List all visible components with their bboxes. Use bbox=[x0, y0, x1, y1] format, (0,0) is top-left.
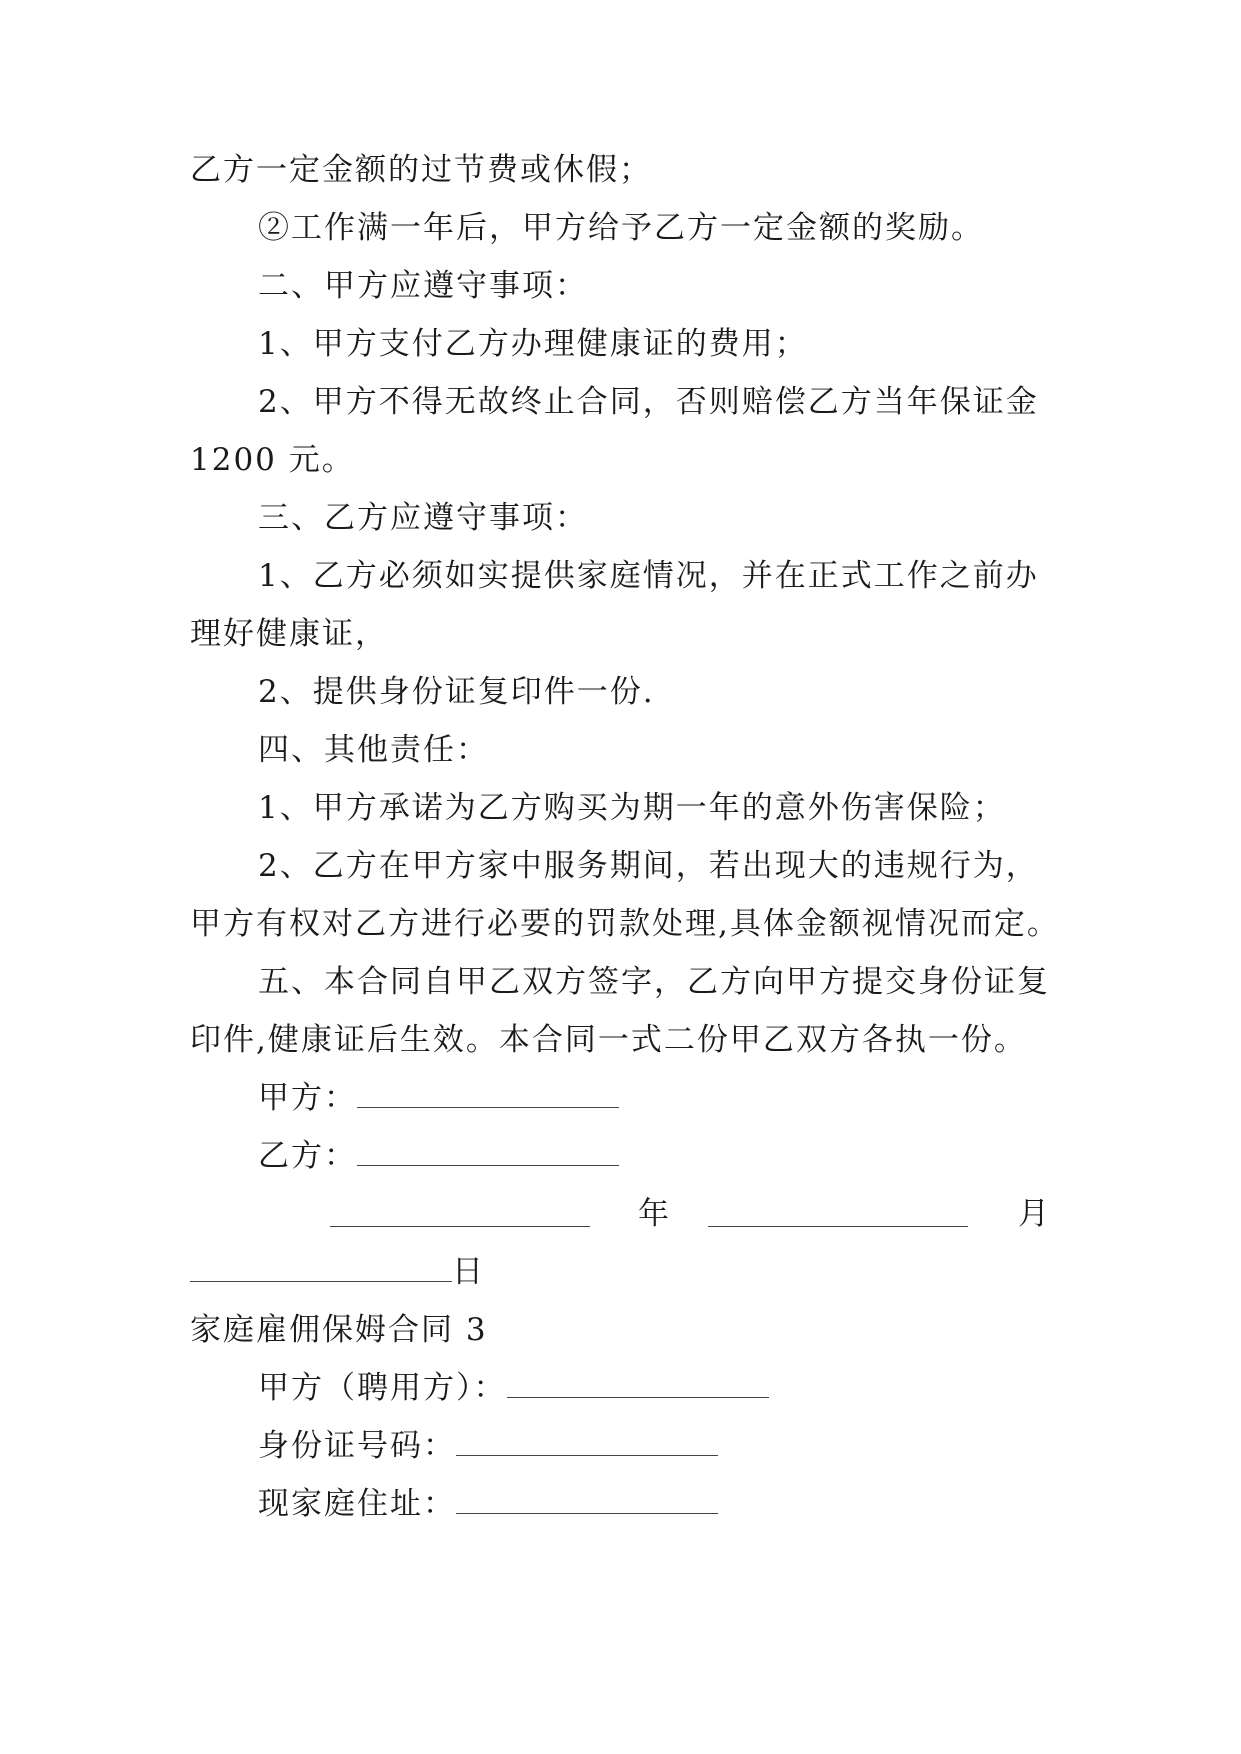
party-b-blank bbox=[357, 1139, 619, 1166]
section-heading: 三、乙方应遵守事项： bbox=[258, 500, 588, 536]
id-number-label: 身份证号码： bbox=[258, 1428, 456, 1464]
day-blank bbox=[190, 1255, 452, 1282]
contract-title: 家庭雇佣保姆合同 3 bbox=[190, 1312, 488, 1348]
paragraph-line: 1、甲方承诺为乙方购买为期一年的意外伤害保险； bbox=[258, 790, 1006, 826]
address-label: 现家庭住址： bbox=[258, 1486, 456, 1522]
paragraph-line: 1、甲方支付乙方办理健康证的费用； bbox=[258, 326, 808, 362]
paragraph-line: 印件,健康证后生效。本合同一式二份甲乙双方各执一份。 bbox=[190, 1022, 1027, 1058]
paragraph-line: 2、提供身份证复印件一份. bbox=[258, 674, 655, 710]
month-blank bbox=[708, 1200, 968, 1227]
party-a-label: 甲方： bbox=[258, 1080, 357, 1116]
id-number-blank bbox=[456, 1429, 718, 1456]
paragraph-line: 五、本合同自甲乙双方签字，乙方向甲方提交身份证复 bbox=[258, 964, 1050, 1000]
employer-label: 甲方（聘用方）： bbox=[258, 1370, 507, 1406]
year-label: 年 bbox=[638, 1196, 669, 1232]
paragraph-line: 理好健康证， bbox=[190, 616, 388, 652]
paragraph-line: ②工作满一年后，甲方给予乙方一定金额的奖励。 bbox=[258, 210, 984, 246]
employer-blank bbox=[507, 1371, 769, 1398]
paragraph-line: 乙方一定金额的过节费或休假； bbox=[190, 152, 652, 188]
section-heading: 四、其他责任： bbox=[258, 732, 489, 768]
day-label: 日 bbox=[452, 1254, 485, 1290]
party-a-signature-row bbox=[258, 1078, 1128, 1118]
address-row bbox=[258, 1484, 1128, 1524]
party-b-signature-row bbox=[258, 1136, 1128, 1176]
party-a-blank bbox=[357, 1081, 619, 1108]
paragraph-line: 2、乙方在甲方家中服务期间，若出现大的违规行为， bbox=[258, 848, 1039, 884]
address-blank bbox=[456, 1487, 718, 1514]
paragraph-line: 甲方有权对乙方进行必要的罚款处理,具体金额视情况而定。 bbox=[190, 906, 1060, 942]
day-row bbox=[190, 1252, 1060, 1292]
employer-row bbox=[258, 1368, 1128, 1408]
year-blank bbox=[330, 1200, 590, 1227]
paragraph-line: 1200 元。 bbox=[190, 442, 355, 478]
paragraph-line: 1、乙方必须如实提供家庭情况，并在正式工作之前办 bbox=[258, 558, 1039, 594]
id-number-row bbox=[258, 1426, 1128, 1466]
party-b-label: 乙方： bbox=[258, 1138, 357, 1174]
month-label: 月 bbox=[1018, 1196, 1049, 1232]
paragraph-line: 2、甲方不得无故终止合同，否则赔偿乙方当年保证金 bbox=[258, 384, 1039, 420]
section-heading: 二、甲方应遵守事项： bbox=[258, 268, 588, 304]
date-row bbox=[190, 1194, 1060, 1234]
